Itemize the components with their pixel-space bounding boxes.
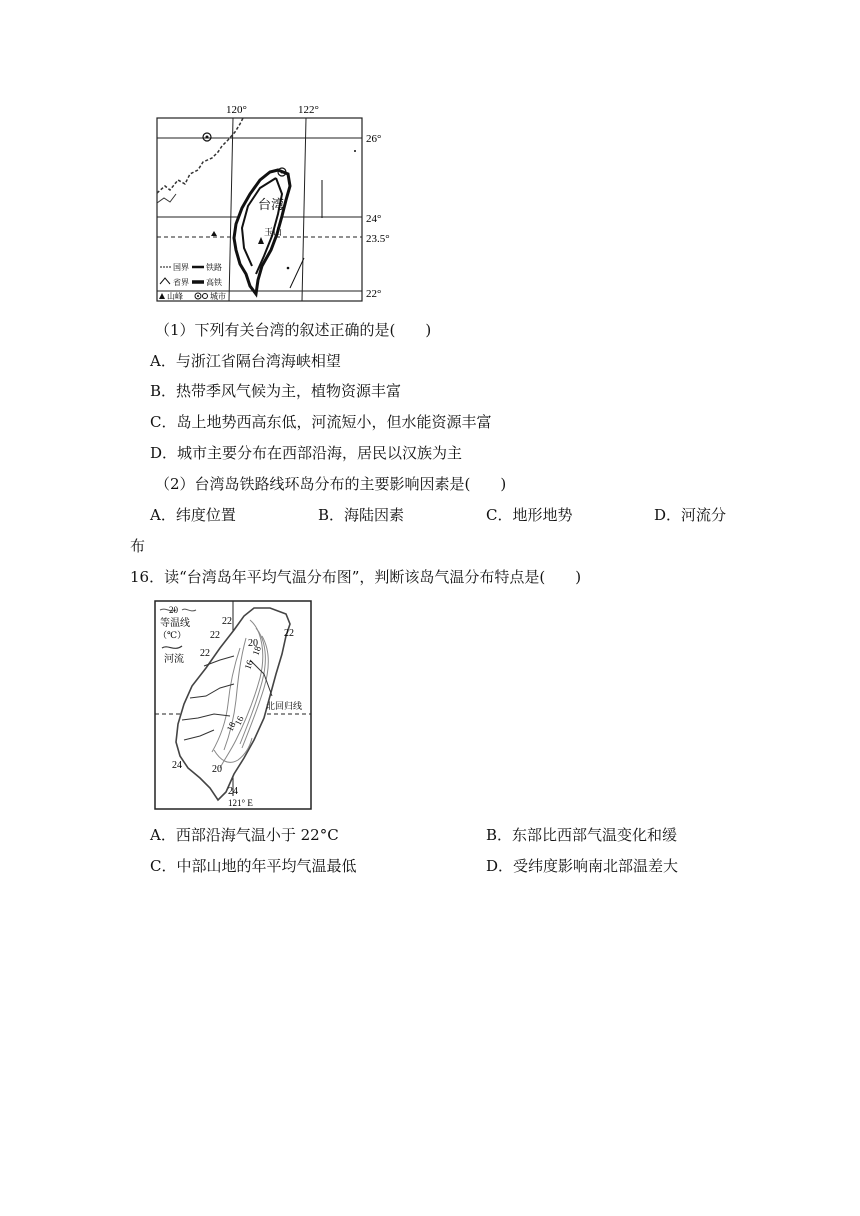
legend-city: 城市 bbox=[210, 292, 226, 301]
map-legend bbox=[159, 262, 226, 301]
q15-sub2-option-c: C．地形地势 bbox=[486, 506, 573, 524]
contour-label: 24 bbox=[172, 760, 182, 771]
taiwan-location-map bbox=[140, 98, 400, 310]
q15-sub1-stem: （1）下列有关台湾的叙述正确的是( ) bbox=[155, 321, 432, 339]
q16-option-c: C．中部山地的年平均气温最低 bbox=[150, 857, 357, 875]
q15-sub1-option-b: B．热带季风气候为主，植物资源丰富 bbox=[150, 382, 402, 400]
q15-sub2-option-a: A．纬度位置 bbox=[150, 506, 236, 524]
legend-isotherm: 等温线 bbox=[160, 618, 190, 629]
q16-option-a: A．西部沿海气温小于 22°C bbox=[150, 826, 339, 844]
place-taiwan: 台湾 bbox=[258, 197, 285, 212]
q15-sub2-stem: （2）台湾岛铁路线环岛分布的主要影响因素是( ) bbox=[155, 475, 507, 493]
q15-sub1-option-d: D．城市主要分布在西部沿海，居民以汉族为主 bbox=[150, 444, 463, 462]
legend-river: 河流 bbox=[164, 654, 184, 665]
q16-stem: 16．读“台湾岛年平均气温分布图”，判断该岛气温分布特点是( ) bbox=[130, 568, 582, 586]
q15-sub2-option-d: D．河流分 bbox=[654, 506, 727, 524]
q16-option-b: B．东部比西部气温变化和缓 bbox=[486, 826, 678, 844]
lon-label-122: 122° bbox=[298, 104, 319, 116]
legend-province: 省界 bbox=[173, 278, 189, 287]
mainland-coastline bbox=[157, 118, 243, 193]
peak-icon bbox=[159, 293, 165, 299]
contour-label: 22 bbox=[210, 630, 220, 641]
contour-label: 22 bbox=[222, 616, 232, 627]
q16-option-d: D．受纬度影响南北部温差大 bbox=[486, 857, 679, 875]
legend-hsr: 高铁 bbox=[206, 278, 222, 287]
legend-railway: 铁路 bbox=[206, 263, 222, 272]
place-yushan: 玉山 bbox=[264, 227, 283, 237]
q15-sub2-option-b: B．海陆因素 bbox=[318, 506, 405, 524]
contour-label: 18 bbox=[224, 720, 238, 733]
contour-label: 22 bbox=[200, 648, 210, 659]
lon-label-120: 120° bbox=[226, 104, 247, 116]
contour-label: 16 bbox=[232, 714, 246, 727]
taiwan-temperature-map bbox=[154, 600, 314, 812]
contour-label: 20 bbox=[212, 764, 222, 775]
contour-label: 16 bbox=[242, 658, 255, 671]
legend-unit: （℃） bbox=[158, 630, 187, 640]
lat-label-24: 24° bbox=[366, 213, 382, 225]
q15-sub2-option-d-wrap: 布 bbox=[130, 537, 146, 555]
lat-label-26: 26° bbox=[366, 133, 382, 145]
legend-border: 国界 bbox=[173, 263, 189, 272]
contour-label: 24 bbox=[228, 786, 238, 797]
lat-label-23-5: 23.5° bbox=[366, 233, 390, 245]
legend-isotherm-value: 20 bbox=[169, 605, 178, 615]
tropic-label: 北回归线 bbox=[266, 701, 303, 711]
lat-label-22: 22° bbox=[366, 288, 382, 300]
meridian-label: 121° E bbox=[228, 798, 253, 808]
contour-label: 22 bbox=[284, 628, 294, 639]
legend-peak: 山峰 bbox=[167, 292, 183, 301]
contour-label: 20 bbox=[248, 638, 258, 649]
q15-sub1-option-c: C．岛上地势西高东低，河流短小，但水能资源丰富 bbox=[150, 413, 492, 431]
q15-sub1-option-a: A．与浙江省隔台湾海峡相望 bbox=[150, 352, 341, 370]
contour-label: 18 bbox=[250, 644, 263, 657]
